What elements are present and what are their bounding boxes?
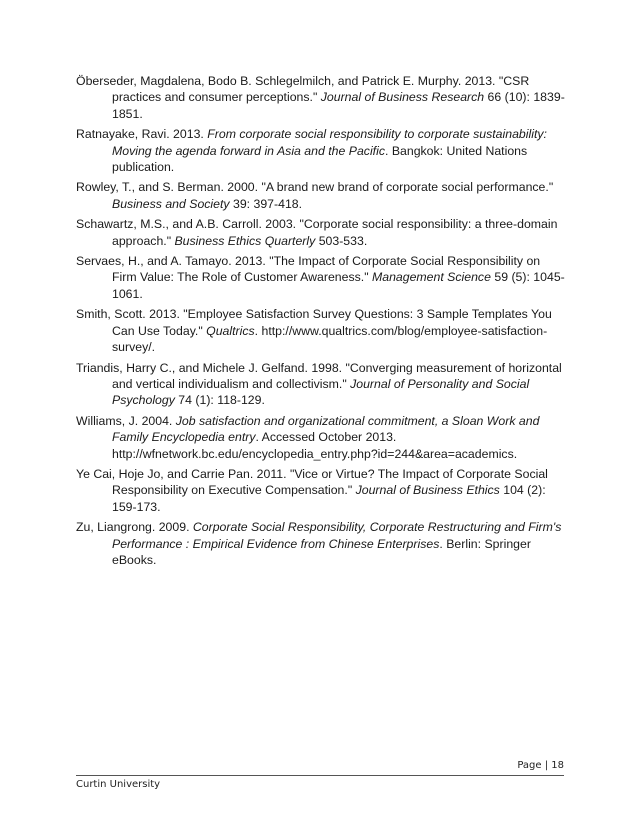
reference-text: Smith, Scott. 2013. "Employee Satisfaction Survey Questions: 3 Sample Templates You Can Use Today." <box>76 307 552 338</box>
reference-title-italic: Journal of Business Ethics <box>355 483 500 498</box>
reference-text: Servaes, H., and A. Tamayo. 2013. "The Impact of Corporate Social Responsibility on Firm Value: The Role of Customer Awareness." <box>76 254 541 285</box>
reference-title-italic: Journal of Personality and Social Psychology <box>112 376 530 408</box>
reference-text: Zu, Liangrong. 2009. <box>76 520 193 535</box>
page-number: Page | 18 <box>517 760 564 771</box>
reference-text: 104 (2): 159-173. <box>112 483 546 514</box>
reference-text: . Bangkok: United Nations publication. <box>112 143 528 175</box>
reference-text: Rowley, T., and S. Berman. 2000. "A brand new brand of corporate social performance." <box>76 180 554 195</box>
reference-entry <box>76 179 568 212</box>
reference-text: . http://www.qualtrics.com/blog/employee-satisfaction-survey/. <box>112 323 548 355</box>
reference-text: 66 (10): 1839-1851. <box>112 90 565 121</box>
reference-text: . Berlin: Springer eBooks. <box>112 536 531 567</box>
footer-divider <box>76 775 564 776</box>
reference-entry <box>76 253 568 302</box>
reference-title-italic: Business and Society <box>112 196 230 211</box>
reference-text: Öberseder, Magdalena, Bodo B. Schlegelmilch, and Patrick E. Murphy. 2013. "CSR practices and consumer perceptions." <box>76 74 530 105</box>
reference-text: 59 (5): 1045-1061. <box>112 270 565 301</box>
reference-list <box>76 73 568 572</box>
reference-title-italic: Job satisfaction and organizational commitment, a Sloan Work and Family Encyclopedia entry <box>112 413 540 445</box>
reference-text: 39: 397-418. <box>229 196 303 211</box>
reference-entry <box>76 466 568 515</box>
reference-text: Williams, J. 2004. <box>76 413 176 428</box>
reference-entry <box>76 73 568 122</box>
reference-text: Ratnayake, Ravi. 2013. <box>76 127 208 142</box>
reference-entry <box>76 519 568 568</box>
reference-entry <box>76 126 568 175</box>
reference-entry <box>76 216 568 249</box>
reference-text: 503-533. <box>315 233 368 248</box>
reference-title-italic: From corporate social responsibility to corporate sustainability: Moving the agenda forward in Asia and the Pacific <box>112 127 547 158</box>
reference-title-italic: Qualtrics <box>206 323 255 338</box>
reference-title-italic: Corporate Social Responsibility, Corporate Restructuring and Firm's Performance : Empirical Evidence from Chinese Enterprises <box>112 520 562 551</box>
reference-text: Triandis, Harry C., and Michele J. Gelfand. 1998. "Converging measurement of horizontal and vertical individualism and collectivism." <box>76 360 562 391</box>
reference-text: Schawartz, M.S., and A.B. Carroll. 2003. "Corporate social responsibility: a three-domain approach." <box>76 217 558 248</box>
reference-text: 74 (1): 118-129. <box>174 393 265 408</box>
reference-text: . Accessed October 2013. http://wfnetwork.bc.edu/encyclopedia_entry.php?id=244&area=academics. <box>112 430 518 461</box>
reference-title-italic: Business Ethics Quarterly <box>174 233 316 248</box>
footer-institution: Curtin University <box>76 779 161 790</box>
reference-entry <box>76 360 568 409</box>
reference-title-italic: Management Science <box>371 270 491 285</box>
reference-entry <box>76 306 568 355</box>
reference-entry <box>76 413 568 462</box>
reference-title-italic: Journal of Business Research <box>320 90 485 105</box>
reference-text: Ye Cai, Hoje Jo, and Carrie Pan. 2011. "Vice or Virtue? The Impact of Corporate Social Responsibility on Executive Compensation." <box>76 466 548 498</box>
